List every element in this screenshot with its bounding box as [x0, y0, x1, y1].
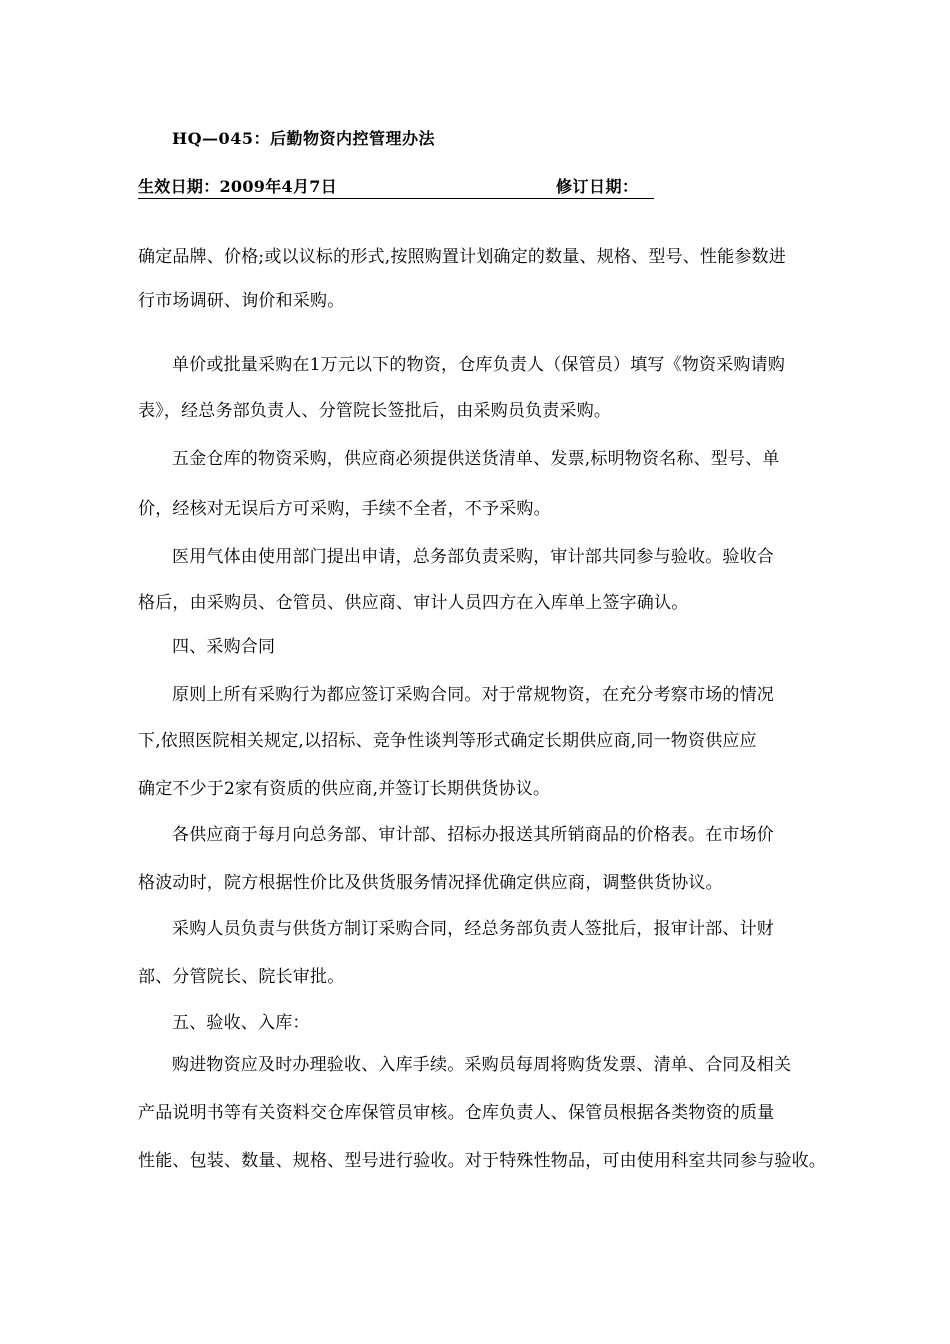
text-line: 医用气体由使用部门提出申请，总务部负责采购，审计部共同参与验收。验收合 — [172, 547, 774, 567]
text-line: 采购人员负责与供货方制订采购合同，经总务部负责人签批后，报审计部、计财 — [172, 919, 774, 939]
revised-date: 修订日期： — [556, 177, 639, 196]
text-line: 购进物资应及时办理验收、入库手续。采购员每周将购货发票、清单、合同及相关 — [172, 1055, 792, 1075]
text-line: 原则上所有采购行为都应签订采购合同。对于常规物资，在充分考察市场的情况 — [172, 685, 774, 705]
text-line: 性能、包装、数量、规格、型号进行验收。对于特殊性物品，可由使用科室共同参与验收。 — [138, 1151, 826, 1171]
section-heading: 四、采购合同 — [172, 637, 276, 657]
text-line: 价，经核对无误后方可采购，手续不全者，不予采购。 — [138, 499, 551, 519]
document-title: HQ—045：后勤物资内控管理办法 — [172, 129, 435, 148]
text-line: 部、分管院长、院长审批。 — [138, 967, 345, 987]
text-line: 确定不少于2家有资质的供应商,并签订长期供货协议。 — [138, 779, 551, 799]
text-line: 格后，由采购员、仓管员、供应商、审计人员四方在入库单上签字确认。 — [138, 593, 689, 613]
text-line: 下,依照医院相关规定,以招标、竞争性谈判等形式确定长期供应商,同一物资供应应 — [138, 731, 757, 751]
document-meta-line — [138, 172, 654, 199]
effective-date: 生效日期：2009年4月7日 — [138, 177, 337, 196]
text-line: 行市场调研、询价和采购。 — [138, 291, 345, 311]
section-heading: 五、验收、入库： — [172, 1013, 310, 1033]
text-line: 单价或批量采购在1万元以下的物资，仓库负责人（保管员）填写《物资采购请购 — [172, 355, 786, 375]
text-line: 格波动时，院方根据性价比及供货服务情况择优确定供应商，调整供货协议。 — [138, 873, 723, 893]
text-line: 五金仓库的物资采购，供应商必须提供送货清单、发票,标明物资名称、型号、单 — [172, 449, 780, 469]
text-line: 各供应商于每月向总务部、审计部、招标办报送其所销商品的价格表。在市场价 — [172, 825, 774, 845]
text-line: 确定品牌、价格;或以议标的形式,按照购置计划确定的数量、规格、型号、性能参数进 — [138, 247, 786, 267]
text-line: 表》，经总务部负责人、分管院长签批后，由采购员负责采购。 — [138, 401, 612, 421]
text-line: 产品说明书等有关资料交仓库保管员审核。仓库负责人、保管员根据各类物资的质量 — [138, 1103, 775, 1123]
